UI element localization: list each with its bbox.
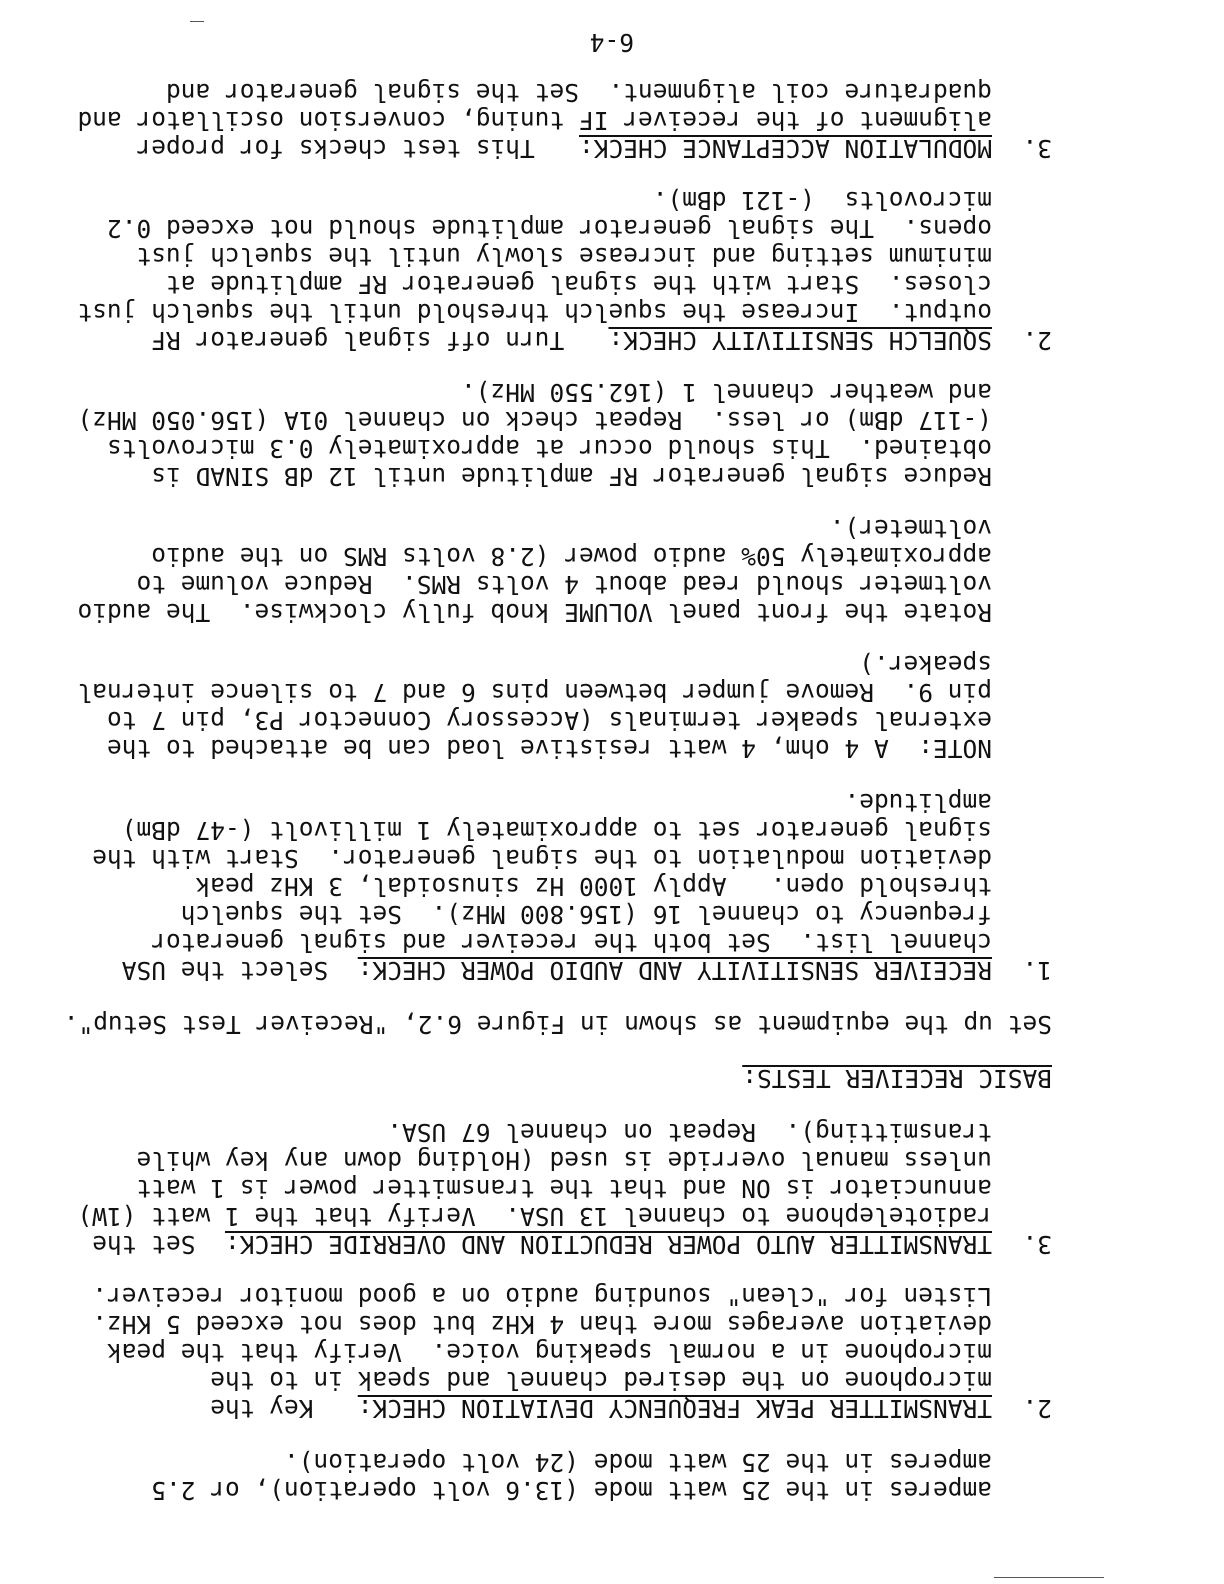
note-line: speaker.) [859,650,992,679]
item-first-line [92,1230,992,1258]
item-number: 3. [1022,134,1052,163]
item-line: transmitting). Repeat on channel 67 USA. [387,1118,992,1147]
item-title: TRANSMITTER PEAK FREQUENCY DEVIATION CHECK: [357,1394,992,1423]
scan-artifact [994,1577,1104,1578]
note-line: pin 9. Remove jumper between pins 6 and 7 to silence internal [77,678,992,707]
item-first-rest: Select the USA [121,956,329,985]
item-line: channel list. Set both the receiver and signal generator [151,928,992,957]
intro-line: amperes in the 25 watt mode (24 volt operation). [283,1448,992,1477]
item-first-rest: This test checks for proper [136,134,535,163]
item-first-line [210,1394,992,1422]
item-line: microphone in a normal speaking voice. Verify that the peak [106,1338,992,1367]
para-line: obtained. This should occur at approximately 0.3 microvolts [106,434,992,463]
item-line: output. Increase the squelch threshold until the squelch just [77,298,992,327]
item-title: RECEIVER SENSITIVITY AND AUDIO POWER CHECK: [357,956,992,985]
item-line: signal generator set to approximately 1 millivolt (-47 dBm) [121,816,992,845]
item-first-line [151,326,992,354]
item-line: unless manual override is used (Holding down any key while [136,1146,992,1175]
item-line: microvolts (-121 dBm). [652,186,992,215]
note-line: external speaker terminals (Accessory Connector P3, pin 7 to [106,706,992,735]
scan-artifact [190,21,204,22]
item-title: MODULATION ACCEPTANCE CHECK: [578,134,992,163]
section-heading [742,1064,1052,1092]
para-line: Rotate the front panel VOLUME knob fully clockwise. The audio [77,598,992,627]
item-line: alignment of the receiver IF tuning, conversion oscillator and [77,106,992,135]
para-line: approximately 50% audio power (2.8 volts RMS on the audio [151,542,992,571]
page-number: 6-4 [589,28,634,57]
item-number: 3. [1022,1230,1052,1259]
para-line: and weather channel 1 (162.550 MHz). [460,378,992,407]
intro-line: amperes in the 25 watt mode (13.6 volt operation), or 2.5 [151,1476,992,1505]
item-line: deviation modulation to the signal generator. Start with the [92,844,992,873]
item-line: opens. The signal generator amplitude should not exceed 0.2 [106,214,992,243]
item-line: minimum setting and increase slowly until the squelch just [136,242,992,271]
item-title: SQUELCH SENSITIVITY CHECK: [608,326,992,355]
para-line: voltmeter should read about 4 volts RMS. Reduce volume to [136,570,992,599]
item-line: deviation averages more than 4 KHz but does not exceed 5 KHz. [92,1310,992,1339]
item-first-rest: Set the [92,1230,196,1259]
item-line: threshold open. Apply 1000 Hz sinusoidal, 3 KHz peak [195,872,992,901]
item-first-line [122,956,992,984]
item-line: Listen for "clean" sounding audio on a good monitor receiver. [92,1282,992,1311]
para-line: (-117 dBm) or less. Repeat check on channel 01A (156.050 MHz) [77,406,992,435]
item-line: amplitude. [844,788,992,817]
item-number: 2. [1022,326,1052,355]
item-line: microphone on the desired channel and speak in to the [210,1366,992,1395]
para-line: Reduce signal generator RF amplitude until 12 dB SINAD is [151,462,992,491]
item-number: 2. [1022,1394,1052,1423]
item-line: quadrature coil alignment. Set the signal generator and [165,78,992,107]
section-heading-text: BASIC RECEIVER TESTS: [742,1064,1052,1093]
setup-line: Set up the equipment as shown in Figure 6.2, "Receiver Test Setup". [63,1010,1052,1039]
item-first-line [136,134,992,162]
item-line: annunciator is ON and that the transmitter power is 1 watt [136,1174,992,1203]
item-line: closes. Start with the signal generator RF amplitude at [165,270,992,299]
item-number: 1. [1022,956,1052,985]
item-first-rest: Key the [210,1394,314,1423]
item-line: frequency to channel 16 (156.800 MHz). Set the squelch [180,900,992,929]
item-first-rest: Turn off signal generator RF [151,326,565,355]
item-title: TRANSMITTER AUTO POWER REDUCTION AND OVERRIDE CHECK: [224,1230,992,1259]
item-line: radiotelephone to channel 13 USA. Verify that the 1 watt (1W) [77,1202,992,1231]
note-line: NOTE: A 4 ohm, 4 watt resistive load can be attached to the [106,734,992,763]
para-line: voltmeter). [829,514,992,543]
